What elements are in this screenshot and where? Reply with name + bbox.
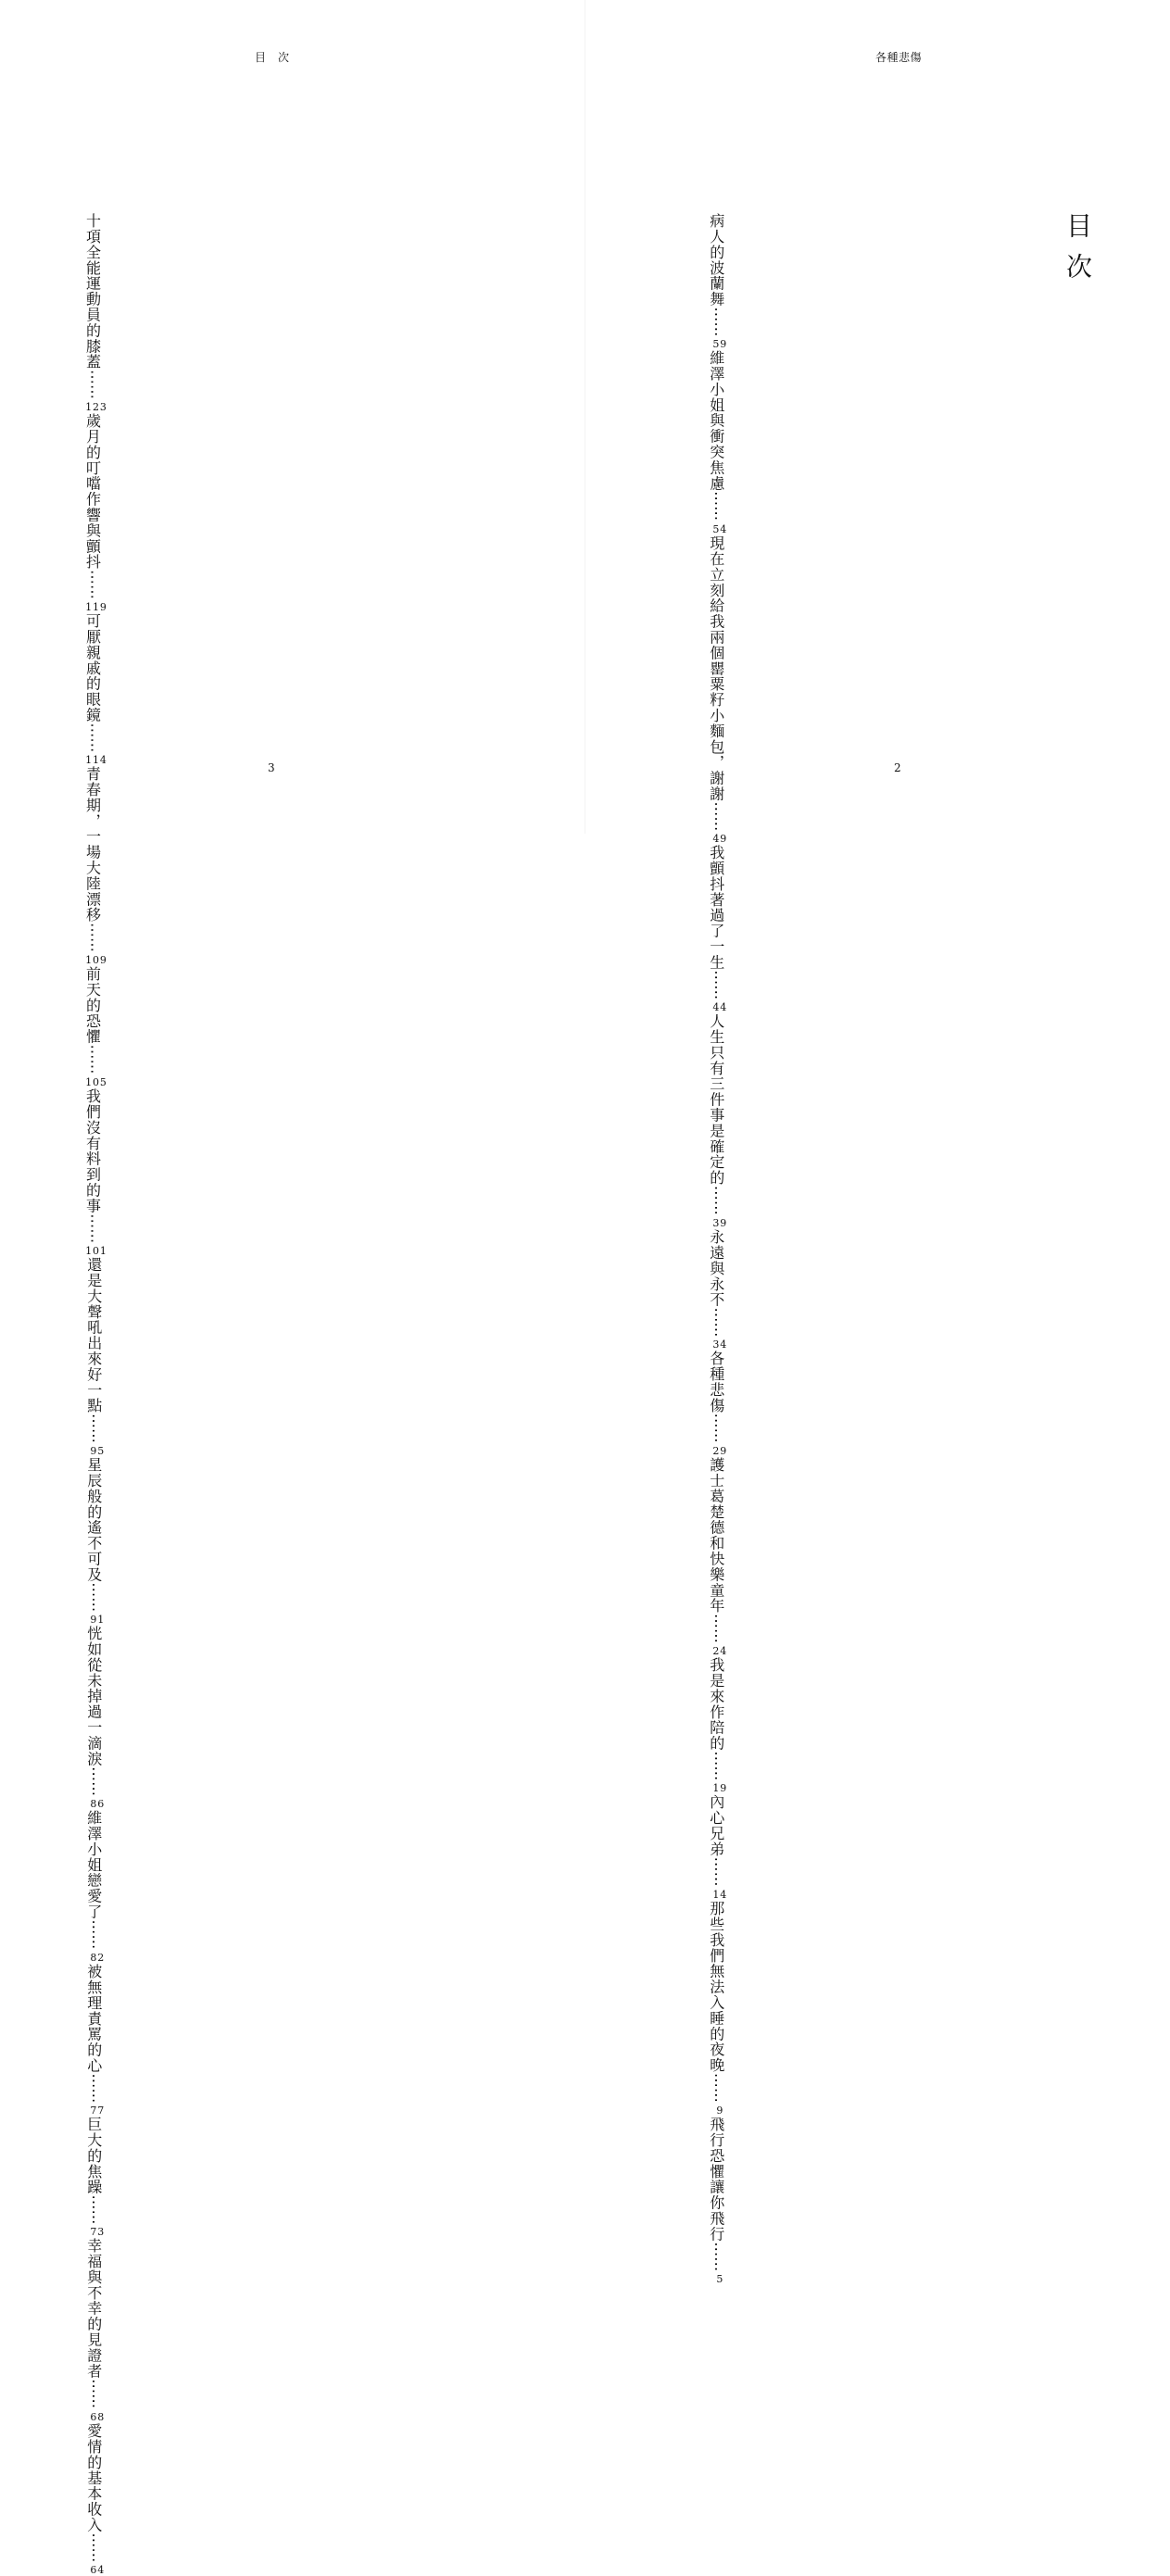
toc-leader-dots: ⋯⋯ <box>83 370 102 399</box>
toc-leader-dots: ⋯⋯ <box>707 800 725 831</box>
toc-entry-title: 現在立刻給我兩個罌粟籽小麵包，謝謝 <box>707 534 725 801</box>
toc-entry[interactable] <box>701 2117 730 2285</box>
toc-entry-title: 各種悲傷 <box>707 1351 725 1414</box>
toc-leader-dots: ⋯⋯ <box>707 1857 725 1888</box>
toc-entry-page: 114 <box>85 754 107 767</box>
toc-entry-page: 101 <box>85 1245 107 1258</box>
right-page <box>585 0 1170 2286</box>
toc-entry[interactable] <box>79 1810 107 1963</box>
toc-entry-page: 29 <box>712 1445 728 1458</box>
toc-entry-title: 青春期，一場大陸漂移 <box>83 766 102 924</box>
toc-entry[interactable] <box>701 1901 730 2117</box>
toc-leader-dots: ⋯⋯ <box>707 2242 725 2272</box>
toc-entry-page: 5 <box>716 2273 724 2286</box>
toc-leader-dots: ⋯⋯ <box>84 1582 103 1613</box>
toc-leader-dots: ⋯⋯ <box>83 570 102 599</box>
toc-entry[interactable] <box>701 350 730 534</box>
toc-entry-title: 我們沒有料到的事 <box>83 1087 102 1214</box>
toc-leader-dots: ⋯⋯ <box>84 2379 103 2409</box>
toc-leader-dots: ⋯⋯ <box>84 1919 103 1950</box>
toc-entry[interactable] <box>79 1457 107 1626</box>
toc-heading: 目次 <box>1063 212 1093 294</box>
toc-entry-page: 39 <box>712 1216 728 1229</box>
toc-entry-title: 維澤小姐與衝突焦慮 <box>707 350 725 492</box>
toc-entry-title: 那些我們無法入睡的夜晚 <box>707 1901 725 2073</box>
toc-leader-dots: ⋯⋯ <box>707 1751 725 1781</box>
toc-entry-title: 被無理責罵的心 <box>84 1963 103 2073</box>
toc-entry[interactable] <box>79 2117 107 2239</box>
toc-entry[interactable] <box>79 413 107 613</box>
toc-leader-dots: ⋯⋯ <box>707 1614 725 1644</box>
toc-entry[interactable] <box>79 613 107 766</box>
toc-entry-title: 還是大聲吼出來好一點 <box>84 1257 103 1414</box>
toc-entry[interactable] <box>79 1626 107 1810</box>
toc-entry-title: 巨大的焦躁 <box>84 2116 103 2195</box>
toc-entry-title: 十項全能運動員的膝蓋 <box>83 213 102 370</box>
toc-entry-title: 維澤小姐戀愛了 <box>84 1810 103 1920</box>
toc-entry-page: 123 <box>85 401 107 413</box>
toc-entry[interactable] <box>701 1457 730 1657</box>
toc-entry[interactable] <box>79 1964 107 2117</box>
toc-leader-dots: ⋯⋯ <box>707 1414 725 1444</box>
toc-entry-title: 恍如從未掉過一滴淚 <box>84 1626 103 1767</box>
toc-entry[interactable] <box>79 1257 107 1457</box>
toc-entry-title: 永遠與永不 <box>707 1228 725 1308</box>
toc-entry-title: 幸福與不幸的見證者 <box>84 2238 103 2380</box>
left-running-head: 目 次 <box>255 51 290 64</box>
toc-entry[interactable] <box>79 2423 107 2576</box>
toc-entry[interactable] <box>79 213 107 413</box>
toc-leader-dots: ⋯⋯ <box>83 1213 102 1244</box>
toc-leader-dots: ⋯⋯ <box>84 1414 103 1444</box>
left-toc-list <box>79 213 107 2576</box>
right-toc-list <box>701 213 730 2285</box>
toc-leader-dots: ⋯⋯ <box>707 1307 725 1338</box>
toc-entry[interactable] <box>701 1229 730 1351</box>
toc-entry-title: 內心兄弟 <box>707 1794 725 1858</box>
toc-entry[interactable] <box>701 1013 730 1229</box>
right-page-number: 2 <box>894 761 901 774</box>
toc-entry-page: 9 <box>716 2104 724 2117</box>
toc-entry-title: 我顫抖著過了一生 <box>707 844 725 971</box>
toc-entry-page: 68 <box>90 2410 106 2423</box>
toc-entry-page: 54 <box>712 522 728 535</box>
toc-entry-page: 86 <box>90 1798 106 1811</box>
toc-entry-title: 飛行恐懼讓你飛行 <box>707 2116 725 2243</box>
toc-leader-dots: ⋯⋯ <box>83 723 102 753</box>
toc-leader-dots: ⋯⋯ <box>707 491 725 521</box>
toc-entry[interactable] <box>701 535 730 845</box>
toc-entry-page: 14 <box>712 1889 728 1902</box>
toc-leader-dots: ⋯⋯ <box>707 2072 725 2103</box>
toc-entry-page: 64 <box>90 2563 106 2576</box>
toc-leader-dots: ⋯⋯ <box>707 1185 725 1215</box>
toc-entry-page: 82 <box>90 1951 106 1964</box>
toc-entry-title: 星辰般的遙不可及 <box>84 1457 103 1583</box>
toc-entry-page: 91 <box>90 1614 106 1627</box>
toc-leader-dots: ⋯⋯ <box>83 923 102 953</box>
toc-entry[interactable] <box>701 1657 730 1794</box>
toc-entry[interactable] <box>701 845 730 1013</box>
toc-entry-title: 愛情的基本收入 <box>84 2422 103 2532</box>
toc-entry-page: 105 <box>85 1075 107 1088</box>
toc-entry-page: 44 <box>712 1001 728 1014</box>
toc-entry[interactable] <box>79 766 107 966</box>
toc-leader-dots: ⋯⋯ <box>84 1766 103 1797</box>
toc-entry[interactable] <box>79 1088 107 1257</box>
left-page-number: 3 <box>268 761 275 774</box>
toc-entry-page: 59 <box>712 338 728 351</box>
toc-leader-dots: ⋯⋯ <box>707 307 725 337</box>
toc-entry[interactable] <box>79 2238 107 2422</box>
toc-entry-page: 95 <box>90 1445 106 1458</box>
toc-leader-dots: ⋯⋯ <box>84 2194 103 2225</box>
toc-entry[interactable] <box>701 213 730 350</box>
toc-leader-dots: ⋯⋯ <box>84 2072 103 2103</box>
toc-entry-title: 歲月的叮噹作響與顫抖 <box>83 413 102 570</box>
toc-entry-page: 73 <box>90 2226 106 2239</box>
toc-entry-title: 前天的恐懼 <box>83 966 102 1045</box>
toc-entry-page: 19 <box>712 1782 728 1795</box>
toc-entry-title: 可厭親戚的眼鏡 <box>83 613 102 723</box>
toc-entry-title: 病人的波蘭舞 <box>707 213 725 308</box>
toc-leader-dots: ⋯⋯ <box>84 2532 103 2562</box>
toc-entry-page: 77 <box>90 2104 106 2117</box>
toc-entry-page: 119 <box>85 601 107 613</box>
toc-entry-page: 34 <box>712 1338 728 1351</box>
toc-leader-dots: ⋯⋯ <box>707 970 725 1000</box>
toc-entry[interactable] <box>701 1794 730 1901</box>
right-running-head: 各種悲傷 <box>875 51 923 64</box>
toc-entry[interactable] <box>701 1351 730 1457</box>
toc-entry-title: 護士葛楚德和快樂童年 <box>707 1457 725 1615</box>
toc-entry-title: 我是來作陪的 <box>707 1657 725 1752</box>
toc-entry-page: 109 <box>85 954 107 967</box>
toc-entry-page: 24 <box>712 1645 728 1658</box>
toc-entry[interactable] <box>79 966 107 1088</box>
toc-entry-page: 49 <box>712 832 728 845</box>
toc-leader-dots: ⋯⋯ <box>83 1044 102 1074</box>
toc-entry-title: 人生只有三件事是確定的 <box>707 1013 725 1186</box>
